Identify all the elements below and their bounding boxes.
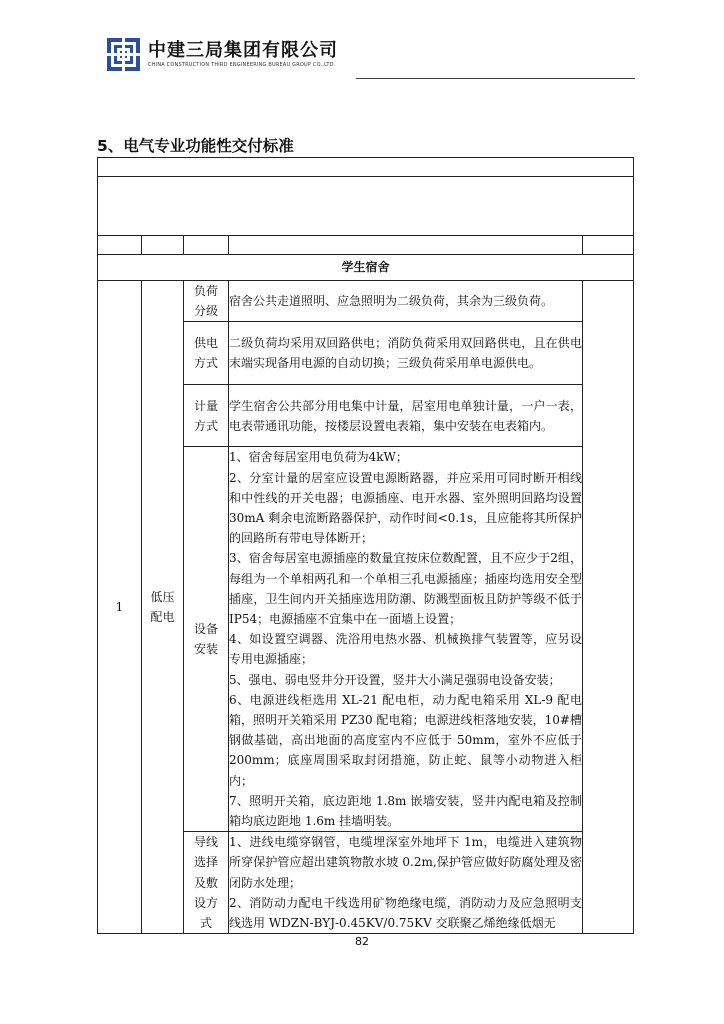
content-line: 二级负荷均采用双回路供电；消防负荷采用双回路供电，且在供电末端实现备用电源的自动切换；三级负荷采用单电源供电。 (229, 336, 582, 371)
category-cell (184, 832, 229, 934)
category-cell (184, 281, 229, 322)
content-line: 6、电源进线柜选用 XL-21 配电柜，动力配电箱采用 XL-9 配电箱，照明开关箱采用 PZ30 配电箱；电源进线柜落地安装，10#槽钢做基础，高出地面的高度室内不应低于 50mm，室外不应低于 200mm；底座周围采取封闭措施，防止蛇、鼠等小动物进入柜内； (229, 692, 582, 788)
content-line: 3、宿舍每居室电源插座的数量宜按床位数配置，且不应少于2组，每组为一个单相两孔和一个单相三孔电源插座；插座均选用安全型插座，卫生间内开关插座选用防潮、防溅型面板且防护等级不低于 IP54；电源插座不宜集中在一面墙上设置； (229, 551, 582, 627)
content-cell (229, 832, 583, 934)
section-title: 5、电气专业功能性交付标准 (97, 137, 294, 155)
content-line: 宿舍公共走道照明、应急照明为二级负荷，其余为三级负荷。 (229, 294, 554, 309)
content-cell (229, 281, 583, 322)
content-line: 2、分室计量的居室应设置电源断路器，并应采用可同时断开相线和中性线的开关电器；电源插座、电开水器、室外照明回路均设置 30mA 剩余电流断路器保护，动作时间<0.1s，且应能将其所保护的回路所有带电导体断开； (229, 470, 582, 546)
subheading-student-dorm: 学生宿舍 (98, 255, 634, 281)
content-line: 1、进线电缆穿钢管，电缆埋深室外地坪下 1m，电缆进入建筑物所穿保护管应超出建筑物散水坡 0.2m,保护管应做好防腐处理及密闭防水处理； (229, 835, 582, 890)
category-cell (184, 385, 229, 447)
content-cell (229, 447, 583, 832)
category-label: 供电方式 (193, 336, 218, 371)
table-column-cell (229, 236, 583, 255)
category-label: 负荷分级 (193, 284, 218, 319)
table-header-row (98, 158, 634, 177)
table-column-cell (98, 236, 142, 255)
table-blank-cell (98, 177, 634, 236)
table-blank-row (98, 177, 634, 236)
table-column-cell (142, 236, 184, 255)
cscec-logo-icon (107, 38, 140, 71)
table-column-cell (184, 236, 229, 255)
category-label: 导线选择及敷设方式 (193, 835, 218, 931)
standards-table (97, 157, 634, 934)
remarks-cell (583, 281, 634, 934)
company-name-cn: 中建三局集团有限公司 (148, 40, 338, 61)
table-column-row (98, 236, 634, 255)
company-name-en: CHINA CONSTRUCTION THIRD ENGINEERING BUREAU GROUP CO.,LTD. (148, 62, 336, 68)
system-label-text: 低压配电 (150, 590, 175, 625)
system-label (142, 281, 184, 934)
content-cell (229, 322, 583, 385)
table-header-cell (98, 158, 634, 177)
category-cell (184, 447, 229, 832)
table-row (98, 281, 634, 322)
category-cell (184, 322, 229, 385)
header-divider (356, 78, 635, 79)
category-label: 计量方式 (193, 398, 218, 433)
item-index: 1 (98, 281, 142, 934)
content-line: 2、消防动力配电干线选用矿物绝缘电缆，消防动力及应急照明支线选用 WDZN-BYJ-0.45KV/0.75KV 交联聚乙烯绝缘低烟无 (229, 895, 582, 931)
category-label: 设备安装 (193, 622, 218, 657)
content-line: 4、如设置空调器、洗浴用电热水器、机械换排气装置等，应另设专用电源插座； (229, 632, 582, 667)
content-line: 5、强电、弱电竖井分开设置，竖井大小满足强弱电设备安装； (229, 672, 561, 687)
table-column-cell (583, 236, 634, 255)
subheading-row (98, 255, 634, 281)
content-line: 学生宿舍公共部分用电集中计量，居室用电单独计量，一户一表，电表带通讯功能，按楼层设置电表箱，集中安装在电表箱内。 (229, 398, 582, 433)
content-line: 1、宿舍每居室用电负荷为4kW； (229, 450, 408, 465)
page-number: 82 (355, 935, 369, 948)
content-line: 7、照明开关箱，底边距地 1.8m 嵌墙安装，竖井内配电箱及控制箱均底边距地 1.6m 挂墙明装。 (229, 793, 582, 829)
content-cell (229, 385, 583, 447)
